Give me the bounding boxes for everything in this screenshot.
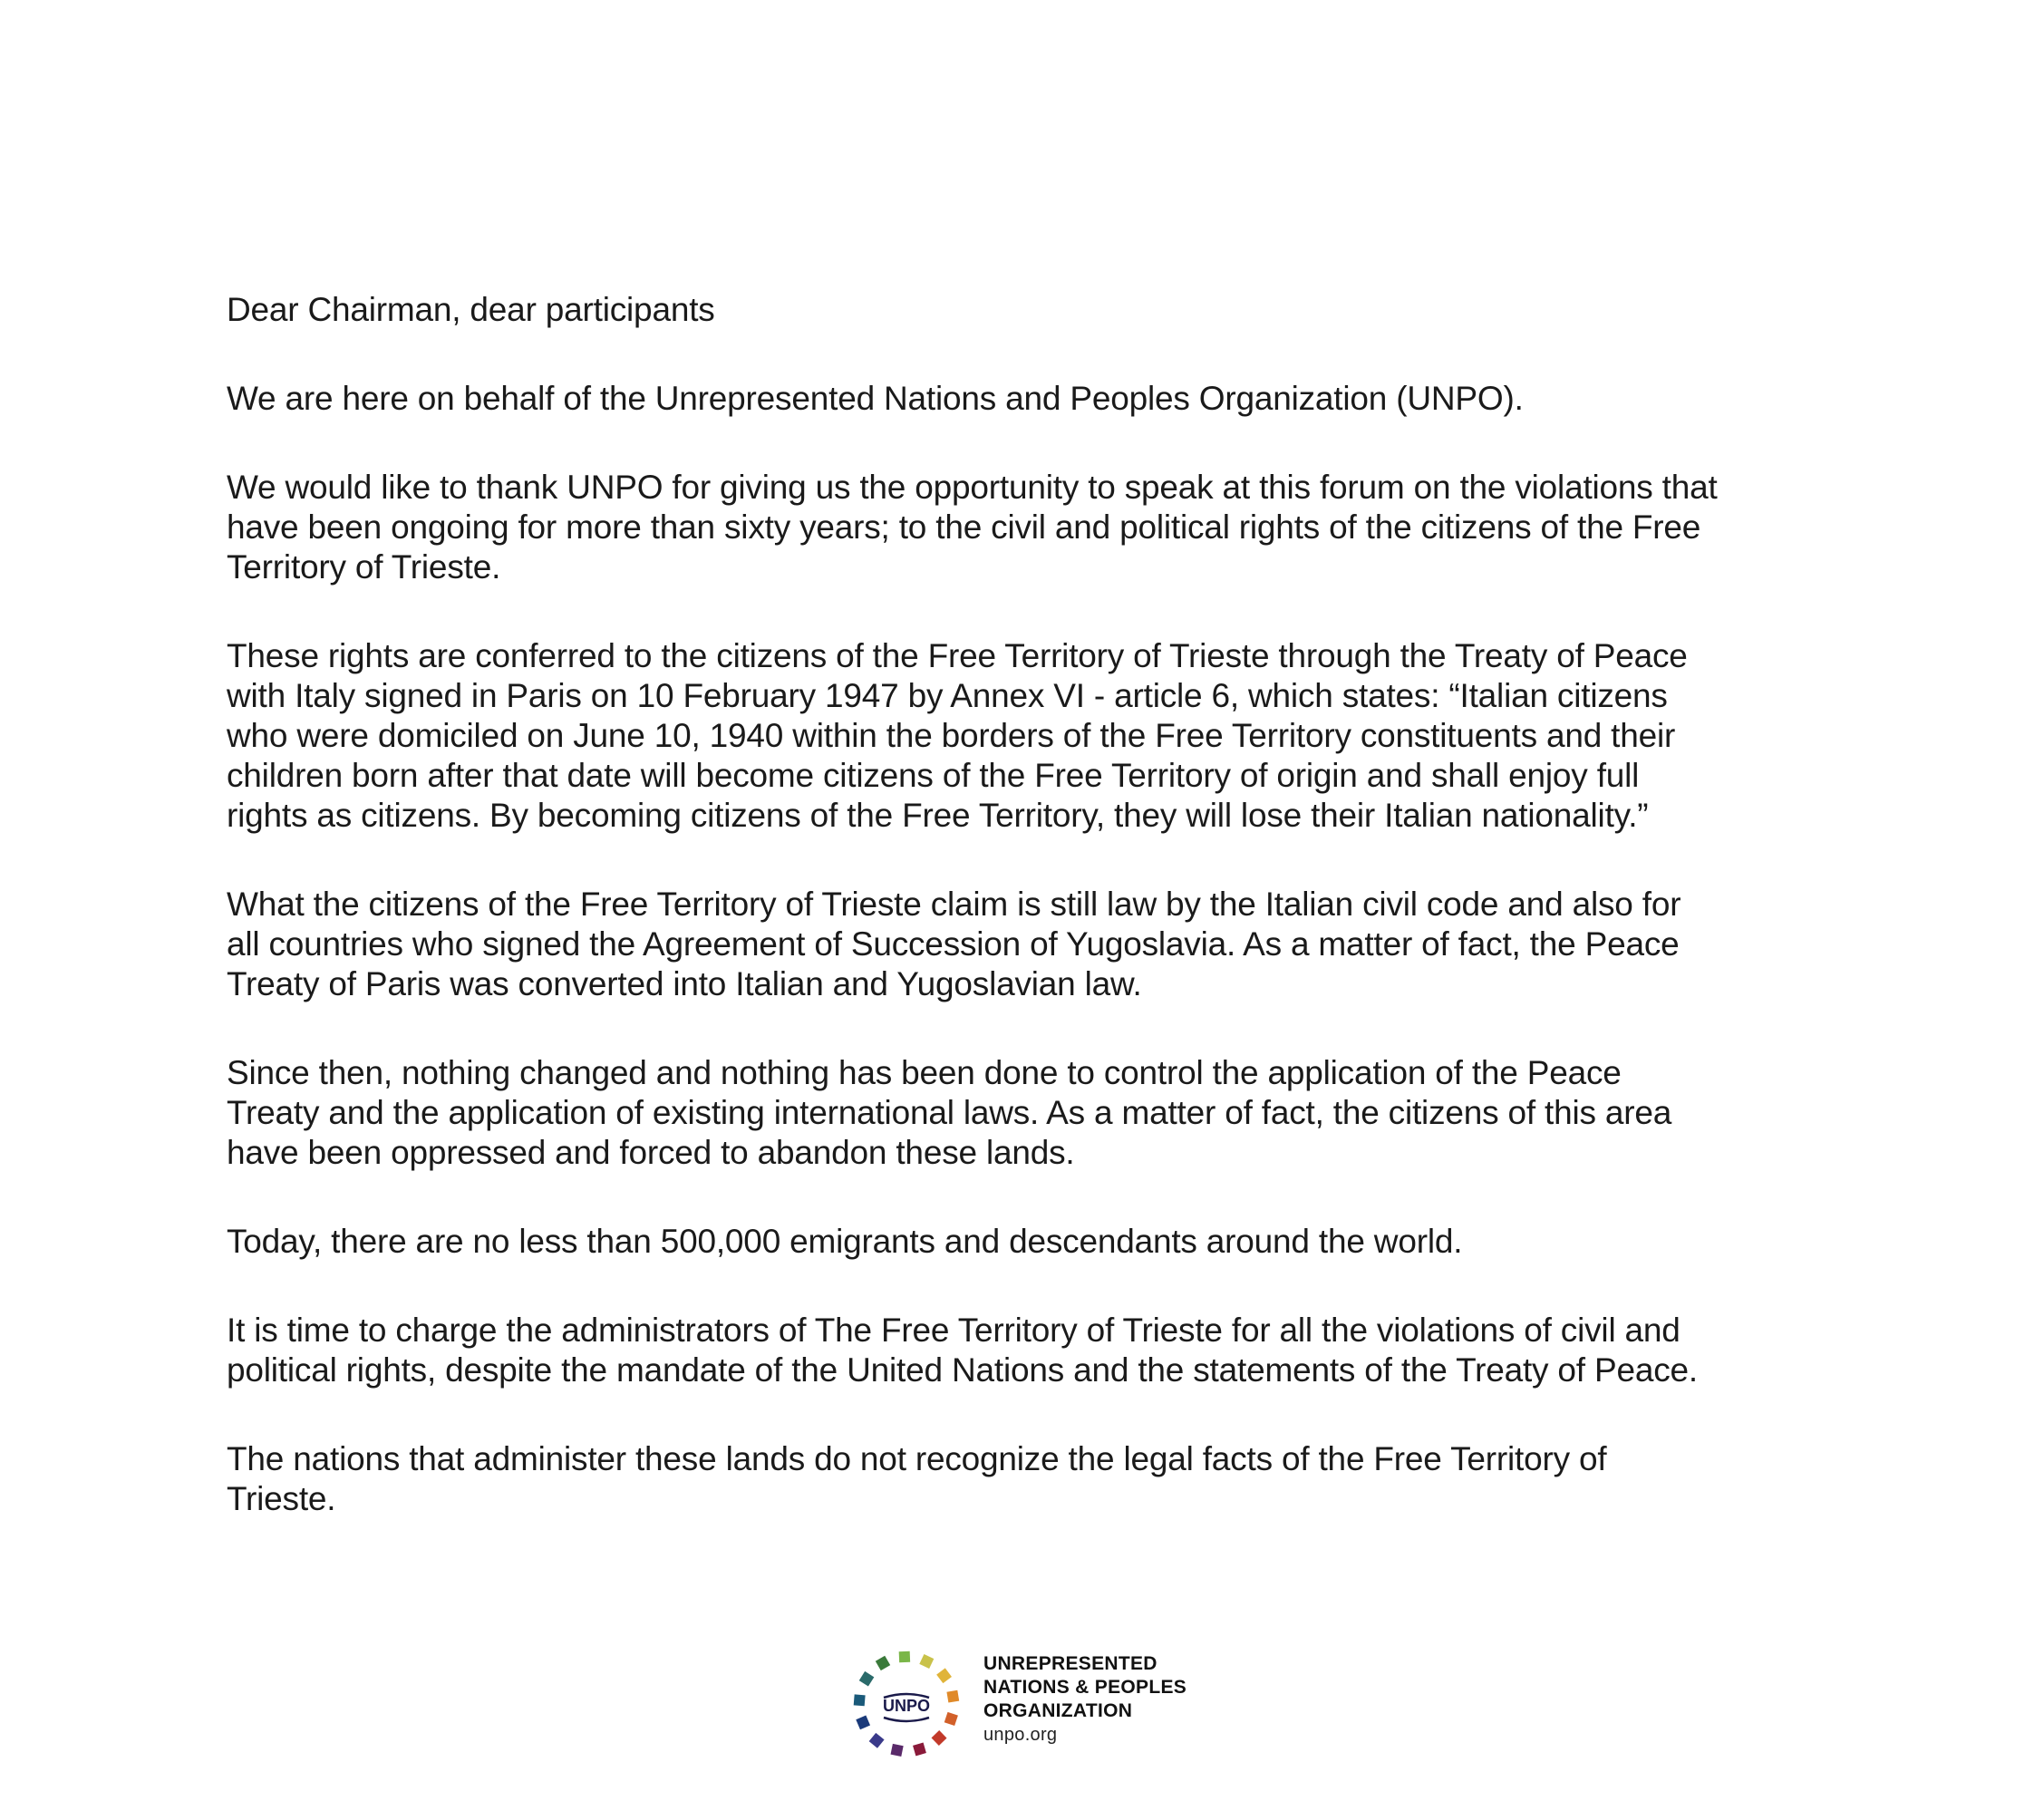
paragraph-1: We are here on behalf of the Unrepresented Nations and Peoples Organization (UNPO).: [227, 380, 1524, 417]
salutation: Dear Chairman, dear participants: [227, 291, 715, 328]
paragraph-3: These rights are conferred to the citizens of the Free Territory of Trieste through the Treaty of Peace with Italy signed in Paris on 10 February 1947 by Annex VI - article 6, which states: “Italian citizens who were domiciled on June 10, 1940 within the borders of the Free Territory constituents and their children born after that date will become citizens of the Free Territory of origin and shall enjoy full rights as citizens. By becoming citizens of the Free Territory, they will lose their Italian nationality.”: [227, 637, 1688, 834]
org-website: unpo.org: [983, 1725, 1058, 1745]
paragraph-6: Today, there are no less than 500,000 emigrants and descendants around the world.: [227, 1223, 1463, 1260]
logo-ring-dash: [891, 1744, 904, 1757]
unpo-logo-icon: [848, 1645, 965, 1763]
logo-mark-text: UNPO: [882, 1697, 931, 1715]
paragraph-8: The nations that administer these lands do not recognize the legal facts of the Free Territory of Trieste.: [227, 1440, 1607, 1517]
org-name-line-3: ORGANIZATION: [983, 1700, 1133, 1721]
org-name-line-2: NATIONS & PEOPLES: [983, 1677, 1187, 1698]
paragraph-5: Since then, nothing changed and nothing has been done to control the application of the Peace Treaty and the application of existing international laws. As a matter of fact, the citizens of this area have been oppressed and forced to abandon these lands.: [227, 1054, 1672, 1171]
logo-ring-dash: [869, 1733, 885, 1748]
logo-ring-dash: [899, 1651, 910, 1662]
paragraph-2: We would like to thank UNPO for giving us the opportunity to speak at this forum on the violations that have been ongoing for more than sixty years; to the civil and political rights of the citizens of the Free Territory of Trieste.: [227, 469, 1718, 586]
letter-body: [227, 290, 1849, 1568]
paragraph-7: It is time to charge the administrators of The Free Territory of Trieste for all the violations of civil and political rights, despite the mandate of the United Nations and the statements of the Treaty of Peace.: [227, 1312, 1698, 1389]
paragraph-4: What the citizens of the Free Territory of Trieste claim is still law by the Italian civil code and also for all countries who signed the Agreement of Succession of Yugoslavia. As a matter of fact, the Peace Treaty of Paris was converted into Italian and Yugoslavian law.: [227, 886, 1681, 1002]
logo-ring-dash: [946, 1690, 959, 1703]
logo-ring-dash: [854, 1694, 866, 1706]
logo-ring-dash: [936, 1668, 952, 1683]
logo-ring-dash: [876, 1656, 890, 1670]
logo-ring-dash: [919, 1654, 934, 1669]
unpo-footer-logo: [848, 1645, 1210, 1772]
logo-ring-dash: [944, 1712, 958, 1726]
logo-ring-dash: [932, 1730, 947, 1746]
org-name-line-1: UNREPRESENTED: [983, 1653, 1157, 1674]
logo-ring-dash: [913, 1743, 926, 1757]
logo-arc-bottom: [884, 1718, 929, 1721]
logo-ring-dash: [859, 1671, 875, 1687]
logo-ring-dash: [856, 1716, 870, 1730]
org-name-block: [983, 1652, 1186, 1747]
